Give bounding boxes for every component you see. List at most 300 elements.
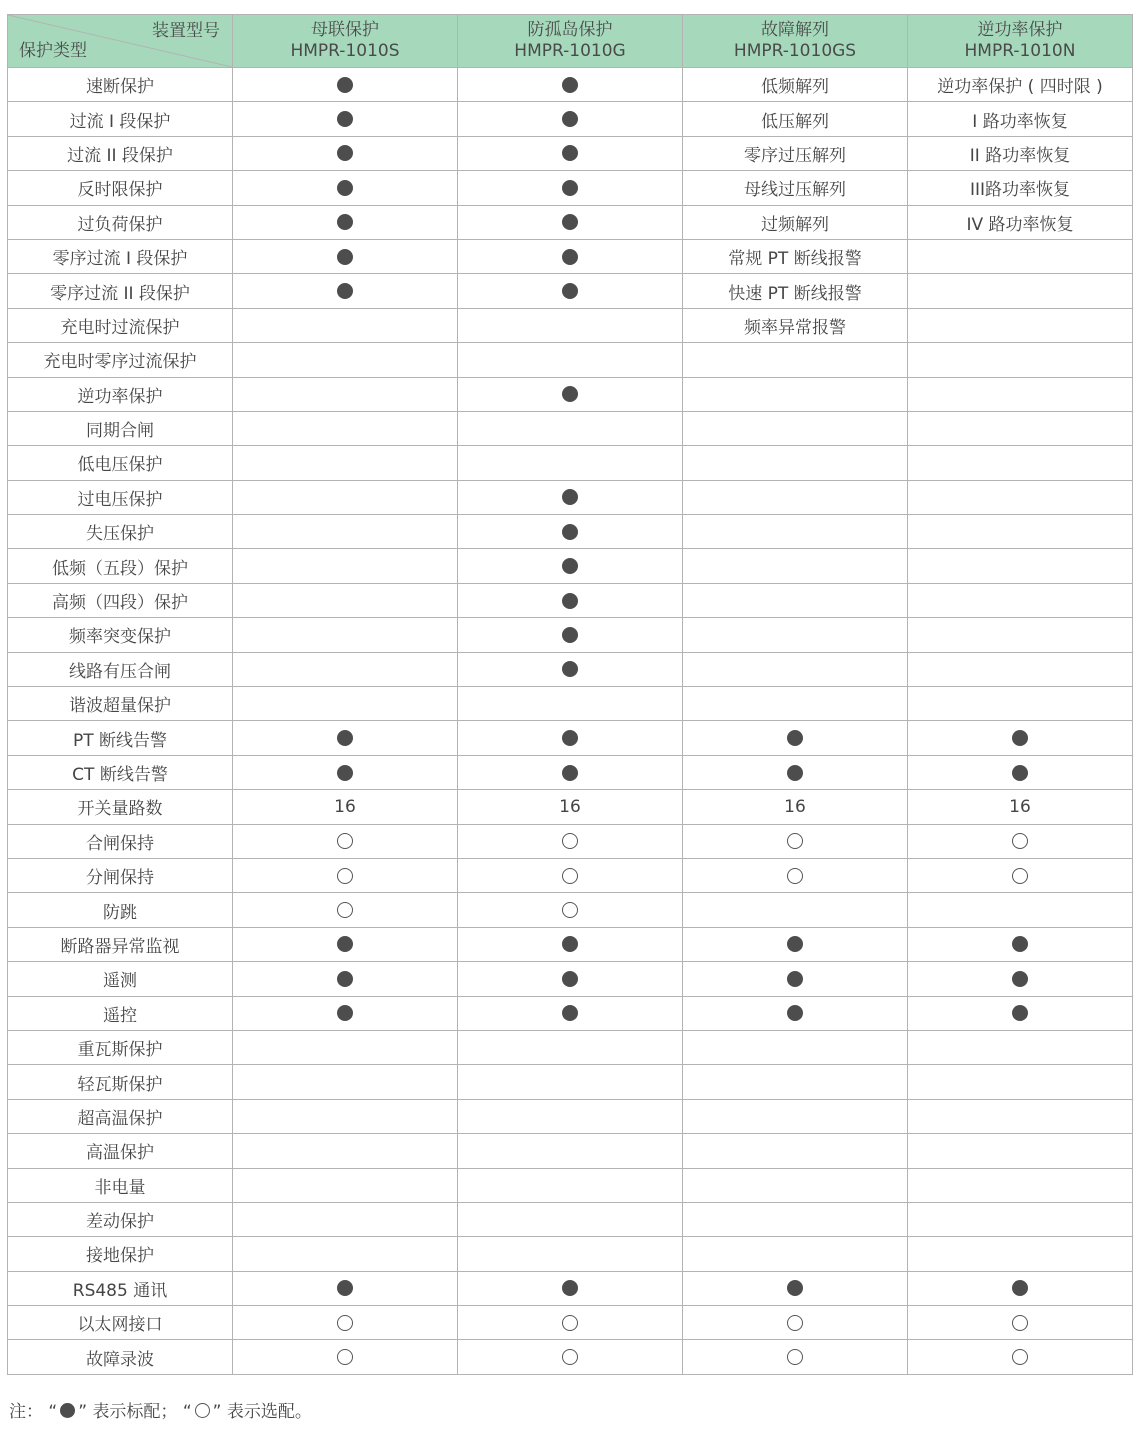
spec-cell [908,652,1133,686]
spec-cell [908,136,1133,170]
spec-cell [908,858,1133,892]
model-name: 防孤岛保护 [527,20,613,40]
spec-cell [233,1271,458,1305]
spec-cell [908,274,1133,308]
spec-cell [908,1306,1133,1340]
protection-type-cell: 遥控 [8,996,233,1030]
header-row [8,15,1133,68]
spec-cell [233,721,458,755]
spec-cell [458,755,683,789]
protection-type-cell: 零序过流 I 段保护 [8,239,233,273]
hollow-dot-icon [337,1349,353,1365]
protection-type-cell: 开关量路数 [8,790,233,824]
table-row [8,652,1133,686]
filled-dot-icon [562,971,578,987]
filled-dot-icon [1012,1280,1028,1296]
spec-cell [908,239,1133,273]
spec-cell-text: 母线过压解列 [744,180,846,201]
hollow-dot-icon [787,833,803,849]
protection-type-cell: 谐波超量保护 [8,687,233,721]
spec-cell [233,824,458,858]
hollow-dot-icon [562,868,578,884]
filled-dot-icon [562,249,578,265]
spec-cell [683,239,908,273]
spec-cell [233,411,458,445]
protection-type-label: 保护类型 [19,41,87,61]
filled-dot-icon [1012,765,1028,781]
spec-cell [683,377,908,411]
spec-cell [458,102,683,136]
spec-cell [683,308,908,342]
table-row [8,308,1133,342]
spec-cell [908,308,1133,342]
spec-cell [683,1065,908,1099]
spec-cell [233,927,458,961]
filled-dot-icon [787,1005,803,1021]
spec-cell [908,171,1133,205]
table-row [8,755,1133,789]
spec-cell [908,1202,1133,1236]
spec-cell [233,205,458,239]
model-code: HMPR-1010GS [733,41,857,61]
spec-cell [233,652,458,686]
filled-dot-icon [1012,936,1028,952]
table-row [8,1099,1133,1133]
table-row [8,858,1133,892]
filled-dot-icon [787,971,803,987]
spec-cell [458,790,683,824]
note-close-quote: ” [78,1402,88,1422]
table-row [8,583,1133,617]
spec-cell [683,446,908,480]
spec-cell [683,652,908,686]
spec-cell-text: 16 [559,796,581,817]
spec-cell [233,308,458,342]
spec-cell [908,480,1133,514]
spec-cell [683,1237,908,1271]
filled-dot-icon [337,77,353,93]
device-model-label: 装置型号 [152,21,220,41]
filled-dot-icon [337,1005,353,1021]
hollow-dot-icon [562,1349,578,1365]
filled-dot-icon [562,214,578,230]
spec-cell [908,1168,1133,1202]
protection-type-cell: 非电量 [8,1168,233,1202]
spec-cell [458,343,683,377]
spec-cell [458,618,683,652]
spec-cell [458,996,683,1030]
spec-cell [458,1134,683,1168]
spec-cell [683,274,908,308]
spec-cell [458,239,683,273]
spec-cell [458,1065,683,1099]
protection-type-cell: 差动保护 [8,1202,233,1236]
spec-cell-text: 快速 PT 断线报警 [728,283,862,304]
filled-dot-icon [562,627,578,643]
filled-dot-icon [562,145,578,161]
spec-cell [233,790,458,824]
protection-type-cell: 零序过流 II 段保护 [8,274,233,308]
spec-cell [683,858,908,892]
protection-type-cell: 高频（四段）保护 [8,583,233,617]
filled-dot-icon [337,180,353,196]
hollow-dot-icon [1012,833,1028,849]
spec-cell [233,1168,458,1202]
spec-cell [458,927,683,961]
table-row [8,687,1133,721]
filled-dot-icon [337,214,353,230]
filled-dot-icon [337,249,353,265]
spec-cell [683,996,908,1030]
hollow-dot-icon [787,868,803,884]
spec-cell [233,239,458,273]
protection-type-cell: 过电压保护 [8,480,233,514]
spec-cell [233,549,458,583]
spec-cell [908,824,1133,858]
spec-cell [233,1237,458,1271]
hollow-dot-icon [1012,1315,1028,1331]
spec-cell-text: 零序过压解列 [744,145,846,166]
note-close-quote: ” [212,1402,222,1422]
spec-cell [458,308,683,342]
filled-dot-icon [1012,730,1028,746]
protection-type-cell: 失压保护 [8,515,233,549]
spec-cell [458,480,683,514]
model-code: HMPR-1010G [514,41,626,61]
table-row [8,721,1133,755]
filled-dot-icon [337,730,353,746]
protection-type-cell: 超高温保护 [8,1099,233,1133]
spec-cell [233,274,458,308]
spec-cell [233,136,458,170]
protection-type-cell: 逆功率保护 [8,377,233,411]
table-row [8,962,1133,996]
spec-cell [233,377,458,411]
protection-type-cell: 分闸保持 [8,858,233,892]
table-row [8,171,1133,205]
hollow-dot-icon [337,902,353,918]
spec-cell [683,1340,908,1374]
protection-type-cell: 低电压保护 [8,446,233,480]
protection-type-cell: PT 断线告警 [8,721,233,755]
spec-cell [458,583,683,617]
spec-cell [908,927,1133,961]
spec-cell [458,411,683,445]
spec-cell [908,446,1133,480]
table-row [8,1030,1133,1064]
protection-type-cell: 同期合闸 [8,411,233,445]
spec-cell [458,1030,683,1064]
spec-cell [908,893,1133,927]
spec-cell [233,68,458,102]
filled-dot-icon [337,765,353,781]
hollow-dot-icon [337,833,353,849]
filled-dot-icon [337,971,353,987]
spec-cell [233,480,458,514]
protection-type-cell: 高温保护 [8,1134,233,1168]
spec-cell [458,893,683,927]
hollow-dot-icon [337,1315,353,1331]
spec-cell [683,583,908,617]
spec-cell [908,1237,1133,1271]
spec-cell [908,343,1133,377]
note-prefix: 注： [9,1402,43,1422]
spec-cell [683,790,908,824]
spec-cell-text: 16 [334,796,356,817]
spec-cell-text: 常规 PT 断线报警 [728,249,862,270]
protection-spec-table [7,14,1133,1375]
spec-cell [908,411,1133,445]
protection-type-cell: 断路器异常监视 [8,927,233,961]
filled-dot-icon [1012,1005,1028,1021]
spec-cell [908,1030,1133,1064]
table-row [8,68,1133,102]
hollow-dot-icon [195,1403,210,1418]
protection-type-cell: 合闸保持 [8,824,233,858]
spec-cell [683,1099,908,1133]
spec-cell [908,687,1133,721]
note-open-quote: “ [48,1402,58,1422]
table-row [8,1340,1133,1374]
model-header-nigonglv [908,15,1133,68]
hollow-dot-icon [787,1315,803,1331]
spec-cell [683,343,908,377]
filled-dot-icon [562,1005,578,1021]
hollow-dot-icon [562,833,578,849]
corner-header-cell [8,15,233,68]
table-row [8,102,1133,136]
filled-dot-icon [562,489,578,505]
filled-dot-icon [337,1280,353,1296]
hollow-dot-icon [787,1349,803,1365]
spec-cell [683,205,908,239]
filled-dot-icon [787,730,803,746]
hollow-dot-icon [562,1315,578,1331]
note-standard-text: 表示标配； [92,1402,178,1422]
table-row [8,927,1133,961]
spec-cell [908,721,1133,755]
spec-cell [458,171,683,205]
filled-dot-icon [337,283,353,299]
filled-dot-icon [787,1280,803,1296]
spec-cell [683,962,908,996]
spec-cell-text: 过频解列 [761,214,829,235]
spec-cell [683,721,908,755]
model-name: 母联保护 [311,20,379,40]
spec-cell [908,755,1133,789]
table-row [8,1237,1133,1271]
filled-dot-icon [562,936,578,952]
spec-cell [908,1065,1133,1099]
spec-cell-text: I 路功率恢复 [972,111,1068,132]
spec-cell [683,1271,908,1305]
spec-cell [458,515,683,549]
spec-cell [233,996,458,1030]
spec-cell [683,1030,908,1064]
spec-cell [683,1202,908,1236]
protection-type-cell: RS485 通讯 [8,1271,233,1305]
spec-cell [908,1340,1133,1374]
hollow-dot-icon [562,902,578,918]
table-row [8,136,1133,170]
spec-cell [233,1099,458,1133]
spec-cell [233,446,458,480]
table-row [8,480,1133,514]
spec-cell-text: 频率异常报警 [744,317,846,338]
table-row [8,515,1133,549]
table-row [8,446,1133,480]
spec-cell [233,1202,458,1236]
spec-cell [683,171,908,205]
filled-dot-icon [337,111,353,127]
hollow-dot-icon [1012,1349,1028,1365]
model-header-fangguodao [458,15,683,68]
spec-cell-text: IV 路功率恢复 [966,214,1074,235]
spec-cell [458,1168,683,1202]
protection-type-cell: 低频（五段）保护 [8,549,233,583]
spec-cell [458,1271,683,1305]
filled-dot-icon [562,558,578,574]
spec-cell [233,1134,458,1168]
spec-cell [458,549,683,583]
protection-type-cell: 遥测 [8,962,233,996]
spec-cell [233,583,458,617]
spec-cell [233,1065,458,1099]
spec-cell [683,480,908,514]
spec-cell [683,1306,908,1340]
spec-cell [908,377,1133,411]
spec-cell [683,687,908,721]
filled-dot-icon [562,77,578,93]
spec-cell [458,446,683,480]
spec-cell [233,1306,458,1340]
spec-cell [458,205,683,239]
spec-cell [908,618,1133,652]
spec-cell [233,171,458,205]
note-optional-text: 表示选配。 [226,1402,312,1422]
protection-type-cell: 以太网接口 [8,1306,233,1340]
spec-cell [458,652,683,686]
spec-cell [458,687,683,721]
filled-dot-icon [787,765,803,781]
spec-cell [233,1340,458,1374]
spec-cell [683,1134,908,1168]
spec-cell [233,755,458,789]
table-row [8,411,1133,445]
spec-cell [458,1237,683,1271]
hollow-dot-icon [1012,868,1028,884]
protection-type-cell: 充电时过流保护 [8,308,233,342]
spec-cell [683,102,908,136]
protection-type-cell: 反时限保护 [8,171,233,205]
table-row [8,893,1133,927]
filled-dot-icon [562,730,578,746]
table-row [8,1202,1133,1236]
spec-cell [458,377,683,411]
spec-cell [908,102,1133,136]
spec-cell [683,618,908,652]
filled-dot-icon [562,283,578,299]
filled-dot-icon [562,111,578,127]
protection-type-cell: CT 断线告警 [8,755,233,789]
spec-cell [683,68,908,102]
table-row [8,549,1133,583]
spec-cell [233,1030,458,1064]
model-name: 逆功率保护 [977,20,1063,40]
spec-cell [908,549,1133,583]
protection-type-cell: 线路有压合闸 [8,652,233,686]
table-row [8,790,1133,824]
filled-dot-icon [562,765,578,781]
spec-cell-text: III路功率恢复 [969,180,1071,201]
spec-cell [233,893,458,927]
spec-cell-text: 逆功率保护 ( 四时限 ) [937,77,1103,98]
spec-cell [233,962,458,996]
table-row [8,996,1133,1030]
model-code: HMPR-1010S [290,41,400,61]
spec-cell [683,549,908,583]
spec-cell [908,996,1133,1030]
spec-cell [683,755,908,789]
table-row [8,205,1133,239]
table-row [8,343,1133,377]
spec-cell [458,1202,683,1236]
protection-type-cell: 防跳 [8,893,233,927]
filled-dot-icon [337,145,353,161]
spec-cell [458,858,683,892]
note-open-quote: “ [182,1402,192,1422]
spec-cell-text: 16 [784,796,806,817]
spec-cell [233,515,458,549]
model-header-guzhangjielie [683,15,908,68]
filled-dot-icon [562,1280,578,1296]
table-body [8,68,1133,1375]
spec-cell [458,1099,683,1133]
spec-cell [908,515,1133,549]
spec-cell-text: 低频解列 [761,77,829,98]
spec-cell [683,515,908,549]
spec-cell [458,68,683,102]
filled-dot-icon [60,1403,75,1418]
spec-cell-text: II 路功率恢复 [969,145,1071,166]
table-row [8,824,1133,858]
table-row [8,377,1133,411]
spec-cell [683,136,908,170]
filled-dot-icon [562,661,578,677]
protection-type-cell: 充电时零序过流保护 [8,343,233,377]
model-code: HMPR-1010N [964,41,1076,61]
spec-cell [908,1099,1133,1133]
filled-dot-icon [562,180,578,196]
spec-cell [458,962,683,996]
table-row [8,1306,1133,1340]
hollow-dot-icon [337,868,353,884]
filled-dot-icon [1012,971,1028,987]
legend-note [9,1397,312,1422]
spec-cell [683,824,908,858]
spec-cell [683,1168,908,1202]
spec-cell [458,274,683,308]
table-row [8,1065,1133,1099]
spec-cell [908,583,1133,617]
spec-cell [683,927,908,961]
protection-type-cell: 频率突变保护 [8,618,233,652]
spec-cell [683,411,908,445]
spec-cell [458,136,683,170]
spec-cell [458,1306,683,1340]
spec-cell [233,687,458,721]
spec-cell [233,858,458,892]
